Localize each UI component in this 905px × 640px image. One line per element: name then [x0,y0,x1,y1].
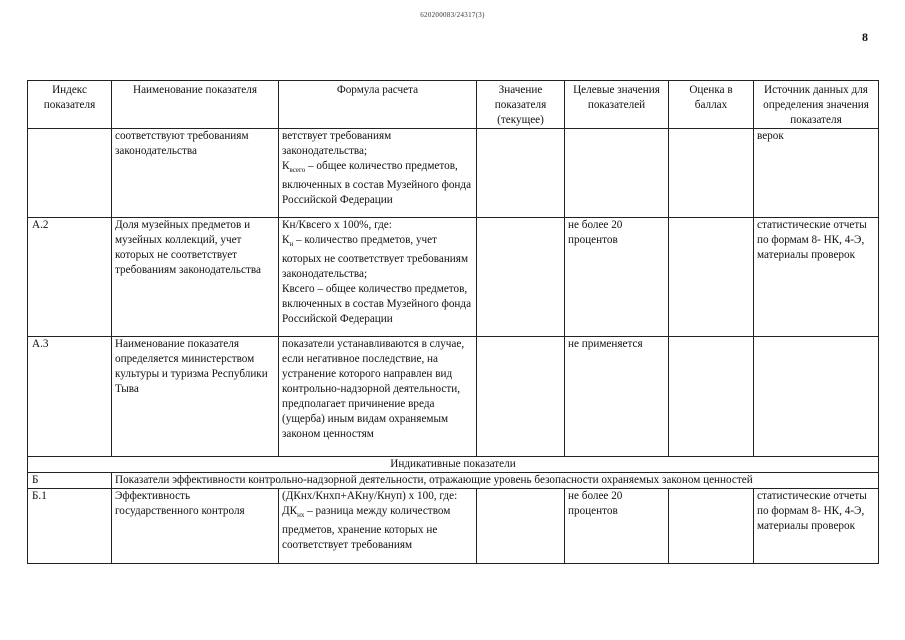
row-name: Наименование показателя определяется министерством культуры и туризма Республики Тыва [112,337,279,457]
formula-symbol: К [282,234,290,246]
row-formula [279,218,477,337]
formula-text: – общее количество предметов, включенных в состав Музейного фонда Российской Федерации [282,160,472,207]
row-formula: показатели устанавливаются в случае, если негативное последствие, на устранение которого направлен вид контрольно-надзорной деятельности, предполагает причинение вреда (ущерба) иным видам охраняемым законом ценностям [279,337,477,457]
row-score [669,218,754,337]
formula-line: Кн/Квсего х 100%, где: [282,219,392,231]
header-formula: Формула расчета [279,81,477,129]
row-current [477,337,565,457]
row-target: не более 20 процентов [565,489,669,564]
group-title: Показатели эффективности контрольно-надзорной деятельности, отражающие уровень безопасности охраняемых законом ценностей [112,473,879,489]
row-index: А.3 [28,337,112,457]
table-row [28,218,879,337]
formula-subscript: всего [289,166,306,175]
header-source: Источник данных для определения значения показателя [754,81,879,129]
header-index: Индекс показателя [28,81,112,129]
formula-symbol: ДК [282,505,298,517]
row-score [669,129,754,218]
formula-subscript: н [289,240,294,249]
row-current [477,129,565,218]
row-formula [279,489,477,564]
table-row [28,129,879,218]
page-number: 8 [862,30,868,44]
formula-line: (ДКнх/Кнхп+АКну/Кнуп) х 100, где: [282,490,458,502]
row-formula [279,129,477,218]
row-index: Б.1 [28,489,112,564]
formula-line: ветствует требованиям законодательства; [282,130,392,157]
row-source: статистические отчеты по формам 8- НК, 4-Э, материалы проверок [754,489,879,564]
row-source [754,337,879,457]
table-row [28,337,879,457]
formula-line [282,159,473,208]
formula-line [282,233,473,282]
row-current [477,489,565,564]
row-current [477,218,565,337]
formula-text: – разница между количеством предметов, хранение которых не соответствует требованиям [282,505,451,552]
document-number: 620200083/24317(3) [420,11,485,19]
row-index: А.2 [28,218,112,337]
formula-subscript: нх [297,511,305,520]
table-header-row [28,81,879,129]
group-row [28,473,879,489]
header-score: Оценка в баллах [669,81,754,129]
row-name: соответствуют требованиям законодательства [112,129,279,218]
row-target: не более 20 процентов [565,218,669,337]
row-score [669,489,754,564]
header-name: Наименование показателя [112,81,279,129]
header-current: Значение показателя (текущее) [477,81,565,129]
row-target: не применяется [565,337,669,457]
row-target [565,129,669,218]
section-header: Индикативные показатели [28,457,879,473]
section-header-row [28,457,879,473]
table-row [28,489,879,564]
row-score [669,337,754,457]
row-source: статистические отчеты по формам 8- НК, 4-Э, материалы проверок [754,218,879,337]
formula-text: – количество предметов, учет которых не соответствует требованиям законодательства; [282,234,469,281]
indicators-table [27,80,879,564]
header-target: Целевые значения показателей [565,81,669,129]
row-index [28,129,112,218]
formula-line [282,504,473,553]
row-name: Эффективность государственного контроля [112,489,279,564]
row-source: верок [754,129,879,218]
group-index: Б [28,473,112,489]
formula-line: Квсего – общее количество предметов, включенных в состав Музейного фонда Российской Федерации [282,283,472,326]
formula-symbol: К [282,160,290,172]
row-name: Доля музейных предметов и музейных коллекций, учет которых не соответствует требованиям законодательства [112,218,279,337]
